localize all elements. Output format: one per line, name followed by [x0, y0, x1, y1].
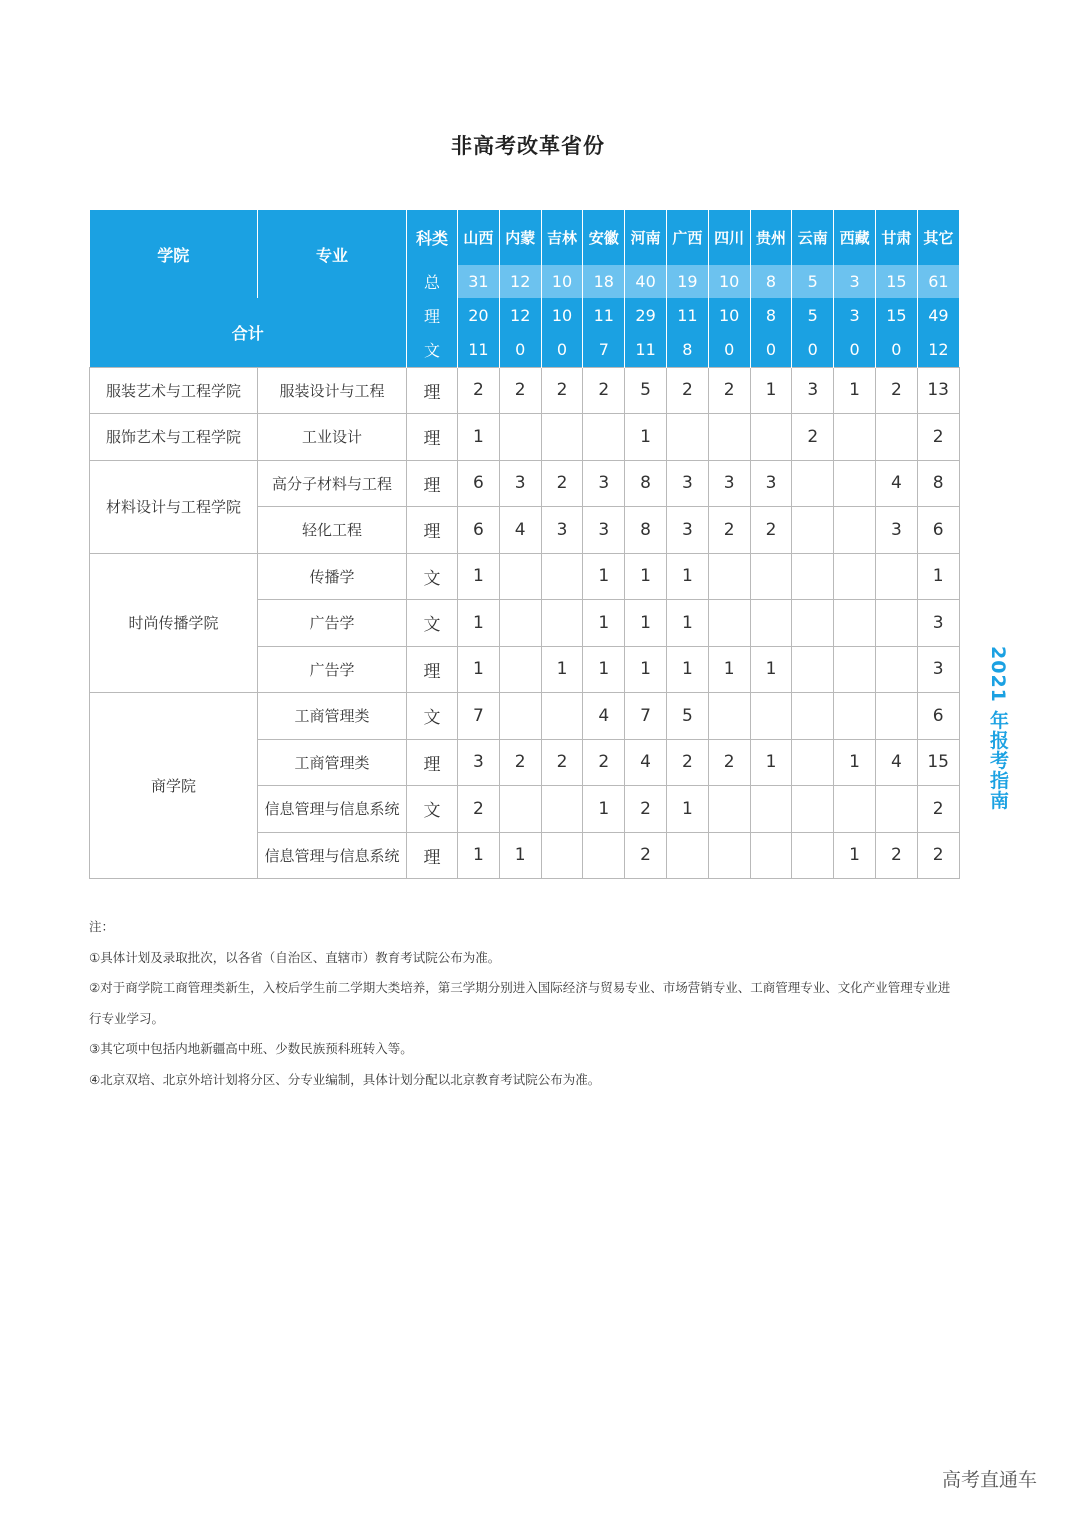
quota-cell	[541, 553, 583, 600]
quota-cell: 2	[666, 367, 708, 414]
quota-cell: 15	[917, 739, 959, 786]
quota-cell: 7	[458, 693, 500, 740]
quota-cell: 1	[666, 553, 708, 600]
total-value: 10	[708, 265, 750, 298]
subtotal-arts-label: 文	[407, 333, 458, 367]
quota-cell: 2	[750, 507, 792, 554]
quota-cell: 13	[917, 367, 959, 414]
quota-cell	[499, 414, 541, 461]
note-line: ②对于商学院工商管理类新生，入校后学生前二学期大类培养，第三学期分别进入国际经济与贸易专业、市场营销专业、工商管理专业、文化产业管理专业进	[89, 980, 951, 995]
quota-cell: 2	[875, 367, 917, 414]
quota-cell	[708, 786, 750, 833]
subtotal-science-value: 20	[458, 298, 500, 333]
quota-cell: 2	[708, 739, 750, 786]
quota-cell: 2	[875, 832, 917, 879]
quota-cell: 2	[917, 832, 959, 879]
subtotal-arts-value: 7	[583, 333, 625, 367]
quota-cell: 2	[541, 460, 583, 507]
total-value: 18	[583, 265, 625, 298]
year-guide-label: 2021 年报考指南	[987, 646, 1009, 811]
quota-cell	[541, 600, 583, 647]
total-value: 8	[750, 265, 792, 298]
note-line: ③其它项中包括内地新疆高中班、少数民族预科班转入等。	[89, 1041, 413, 1056]
quota-cell: 3	[750, 460, 792, 507]
category-cell: 理	[407, 646, 458, 693]
quota-cell: 1	[666, 600, 708, 647]
quota-cell: 2	[541, 367, 583, 414]
subtotal-science-value: 11	[666, 298, 708, 333]
quota-cell	[875, 600, 917, 647]
subtotal-arts-value: 12	[917, 333, 959, 367]
quota-cell: 2	[625, 832, 667, 879]
quota-cell: 1	[583, 646, 625, 693]
header-province: 云南	[792, 210, 834, 265]
header-major: 专业	[258, 210, 407, 298]
header-province: 贵州	[750, 210, 792, 265]
header-province: 内蒙	[499, 210, 541, 265]
quota-cell	[792, 739, 834, 786]
major-cell: 广告学	[258, 600, 407, 647]
quota-cell: 5	[666, 693, 708, 740]
subtotal-arts-value: 0	[834, 333, 876, 367]
quota-cell	[750, 600, 792, 647]
quota-cell	[666, 414, 708, 461]
notes-section	[89, 915, 979, 1098]
source-watermark: 高考直通车	[942, 1469, 1038, 1491]
category-cell: 理	[407, 832, 458, 879]
subtotal-arts-value: 11	[625, 333, 667, 367]
quota-cell	[499, 553, 541, 600]
quota-cell: 1	[625, 414, 667, 461]
college-cell: 材料设计与工程学院	[90, 460, 258, 553]
major-cell: 信息管理与信息系统	[258, 832, 407, 879]
subtotal-arts-value: 0	[541, 333, 583, 367]
note-line: 注：	[89, 919, 115, 934]
subtotal-arts-value: 0	[750, 333, 792, 367]
subtotal-science-label: 理	[407, 298, 458, 333]
quota-cell	[708, 553, 750, 600]
quota-cell	[750, 414, 792, 461]
subtotal-arts-value: 0	[499, 333, 541, 367]
quota-cell: 3	[458, 739, 500, 786]
category-cell: 理	[407, 367, 458, 414]
major-cell: 信息管理与信息系统	[258, 786, 407, 833]
quota-cell	[834, 553, 876, 600]
quota-cell	[834, 414, 876, 461]
college-cell: 商学院	[90, 693, 258, 879]
quota-cell: 8	[625, 507, 667, 554]
subtotal-arts-value: 0	[875, 333, 917, 367]
quota-cell	[875, 414, 917, 461]
quota-cell	[875, 786, 917, 833]
subtotal-science-value: 5	[792, 298, 834, 333]
quota-cell	[792, 646, 834, 693]
quota-cell: 2	[499, 739, 541, 786]
quota-cell: 1	[917, 553, 959, 600]
subtotal-label: 合计	[90, 298, 407, 367]
total-value: 12	[499, 265, 541, 298]
college-cell: 服饰艺术与工程学院	[90, 414, 258, 461]
major-cell: 工商管理类	[258, 739, 407, 786]
quota-cell: 1	[834, 739, 876, 786]
quota-cell: 1	[834, 832, 876, 879]
major-cell: 工商管理类	[258, 693, 407, 740]
quota-cell: 8	[625, 460, 667, 507]
table-row	[90, 693, 960, 740]
quota-cell: 4	[583, 693, 625, 740]
quota-cell: 1	[666, 646, 708, 693]
quota-cell	[708, 414, 750, 461]
category-cell: 理	[407, 460, 458, 507]
quota-cell: 1	[499, 832, 541, 879]
major-cell: 传播学	[258, 553, 407, 600]
quota-cell: 1	[625, 553, 667, 600]
quota-cell: 7	[625, 693, 667, 740]
quota-cell: 5	[625, 367, 667, 414]
quota-cell: 1	[458, 646, 500, 693]
quota-cell: 1	[458, 414, 500, 461]
quota-cell	[792, 553, 834, 600]
header-province: 山西	[458, 210, 500, 265]
quota-cell: 1	[583, 553, 625, 600]
page-title: 非高考改革省份	[451, 134, 605, 158]
quota-cell	[708, 693, 750, 740]
subtotal-science-value: 15	[875, 298, 917, 333]
quota-cell: 1	[750, 646, 792, 693]
quota-cell	[499, 600, 541, 647]
quota-cell: 3	[541, 507, 583, 554]
quota-cell: 2	[666, 739, 708, 786]
quota-cell	[834, 693, 876, 740]
quota-cell: 1	[458, 553, 500, 600]
major-cell: 广告学	[258, 646, 407, 693]
major-cell: 服装设计与工程	[258, 367, 407, 414]
quota-cell: 2	[792, 414, 834, 461]
quota-cell: 2	[708, 507, 750, 554]
total-value: 15	[875, 265, 917, 298]
quota-cell: 2	[625, 786, 667, 833]
table-row	[90, 414, 960, 461]
quota-cell	[834, 646, 876, 693]
quota-cell: 4	[625, 739, 667, 786]
quota-cell: 8	[917, 460, 959, 507]
header-province: 四川	[708, 210, 750, 265]
quota-cell: 3	[917, 646, 959, 693]
quota-cell: 4	[875, 460, 917, 507]
quota-cell: 2	[541, 739, 583, 786]
total-value: 3	[834, 265, 876, 298]
subtotal-arts-value: 11	[458, 333, 500, 367]
quota-cell	[499, 693, 541, 740]
quota-cell: 2	[917, 414, 959, 461]
quota-cell: 1	[458, 600, 500, 647]
table-row	[90, 460, 960, 507]
quota-cell	[834, 460, 876, 507]
quota-cell: 3	[583, 460, 625, 507]
quota-cell: 2	[458, 786, 500, 833]
quota-cell: 4	[499, 507, 541, 554]
quota-cell: 1	[708, 646, 750, 693]
subtotal-arts-value: 8	[666, 333, 708, 367]
quota-cell	[875, 553, 917, 600]
quota-cell: 1	[625, 646, 667, 693]
quota-cell: 3	[875, 507, 917, 554]
quota-cell: 1	[834, 367, 876, 414]
quota-cell: 1	[625, 600, 667, 647]
quota-cell: 1	[583, 786, 625, 833]
quota-cell	[792, 832, 834, 879]
major-cell: 高分子材料与工程	[258, 460, 407, 507]
quota-cell: 1	[583, 600, 625, 647]
category-cell: 文	[407, 553, 458, 600]
quota-cell: 2	[917, 786, 959, 833]
quota-cell	[750, 786, 792, 833]
quota-cell: 2	[708, 367, 750, 414]
quota-cell	[750, 553, 792, 600]
quota-cell: 2	[458, 367, 500, 414]
category-cell: 理	[407, 739, 458, 786]
quota-cell: 6	[458, 460, 500, 507]
quota-cell: 1	[666, 786, 708, 833]
quota-cell	[708, 600, 750, 647]
major-cell: 轻化工程	[258, 507, 407, 554]
total-label: 总	[407, 265, 458, 298]
total-value: 61	[917, 265, 959, 298]
note-line: 行专业学习。	[89, 1010, 165, 1026]
header-province: 西藏	[834, 210, 876, 265]
header-province: 河南	[625, 210, 667, 265]
header-category: 科类	[407, 210, 458, 265]
quota-cell	[583, 414, 625, 461]
category-cell: 理	[407, 507, 458, 554]
quota-cell: 2	[583, 367, 625, 414]
quota-cell	[834, 600, 876, 647]
subtotal-science-value: 29	[625, 298, 667, 333]
quota-cell: 6	[458, 507, 500, 554]
quota-cell	[583, 832, 625, 879]
header-province: 其它	[917, 210, 959, 265]
subtotal-science-value: 8	[750, 298, 792, 333]
quota-cell: 1	[541, 646, 583, 693]
quota-cell	[792, 693, 834, 740]
quota-cell	[499, 646, 541, 693]
note-line: ④北京双培、北京外培计划将分区、分专业编制，具体计划分配以北京教育考试院公布为准。	[89, 1071, 601, 1087]
enrollment-plan-table	[89, 210, 960, 879]
quota-cell	[541, 414, 583, 461]
quota-cell: 2	[499, 367, 541, 414]
quota-cell	[875, 646, 917, 693]
quota-cell	[792, 786, 834, 833]
quota-cell: 1	[750, 739, 792, 786]
quota-cell: 1	[458, 832, 500, 879]
quota-cell	[499, 786, 541, 833]
total-value: 10	[541, 265, 583, 298]
header-province: 吉林	[541, 210, 583, 265]
quota-cell	[666, 832, 708, 879]
quota-cell	[792, 600, 834, 647]
college-cell: 服装艺术与工程学院	[90, 367, 258, 414]
subtotal-arts-value: 0	[708, 333, 750, 367]
total-value: 5	[792, 265, 834, 298]
quota-cell	[792, 507, 834, 554]
quota-cell: 6	[917, 693, 959, 740]
quota-cell: 3	[666, 460, 708, 507]
quota-cell	[750, 832, 792, 879]
subtotal-science-value: 11	[583, 298, 625, 333]
quota-cell	[792, 460, 834, 507]
note-line: ①具体计划及录取批次，以各省（自治区、直辖市）教育考试院公布为准。	[89, 949, 501, 965]
category-cell: 文	[407, 693, 458, 740]
quota-cell	[541, 832, 583, 879]
subtotal-science-value: 10	[541, 298, 583, 333]
subtotal-arts-value: 0	[792, 333, 834, 367]
quota-cell: 3	[583, 507, 625, 554]
total-value: 31	[458, 265, 500, 298]
major-cell: 工业设计	[258, 414, 407, 461]
quota-cell: 4	[875, 739, 917, 786]
table-row	[90, 553, 960, 600]
quota-cell: 2	[583, 739, 625, 786]
quota-cell: 3	[666, 507, 708, 554]
header-college: 学院	[90, 210, 258, 298]
table-row	[90, 367, 960, 414]
header-province: 安徽	[583, 210, 625, 265]
header-province: 广西	[666, 210, 708, 265]
quota-cell: 1	[750, 367, 792, 414]
quota-cell	[541, 786, 583, 833]
total-value: 40	[625, 265, 667, 298]
quota-cell: 3	[792, 367, 834, 414]
quota-cell	[875, 693, 917, 740]
quota-cell	[834, 507, 876, 554]
subtotal-science-value: 10	[708, 298, 750, 333]
subtotal-science-value: 3	[834, 298, 876, 333]
quota-cell	[750, 693, 792, 740]
quota-cell: 3	[917, 600, 959, 647]
college-cell: 时尚传播学院	[90, 553, 258, 693]
subtotal-science-value: 12	[499, 298, 541, 333]
quota-cell: 3	[708, 460, 750, 507]
category-cell: 文	[407, 600, 458, 647]
header-province: 甘肃	[875, 210, 917, 265]
quota-cell: 3	[499, 460, 541, 507]
quota-cell	[541, 693, 583, 740]
quota-cell	[834, 786, 876, 833]
category-cell: 理	[407, 414, 458, 461]
category-cell: 文	[407, 786, 458, 833]
quota-cell	[708, 832, 750, 879]
subtotal-science-value: 49	[917, 298, 959, 333]
quota-cell: 6	[917, 507, 959, 554]
total-value: 19	[666, 265, 708, 298]
